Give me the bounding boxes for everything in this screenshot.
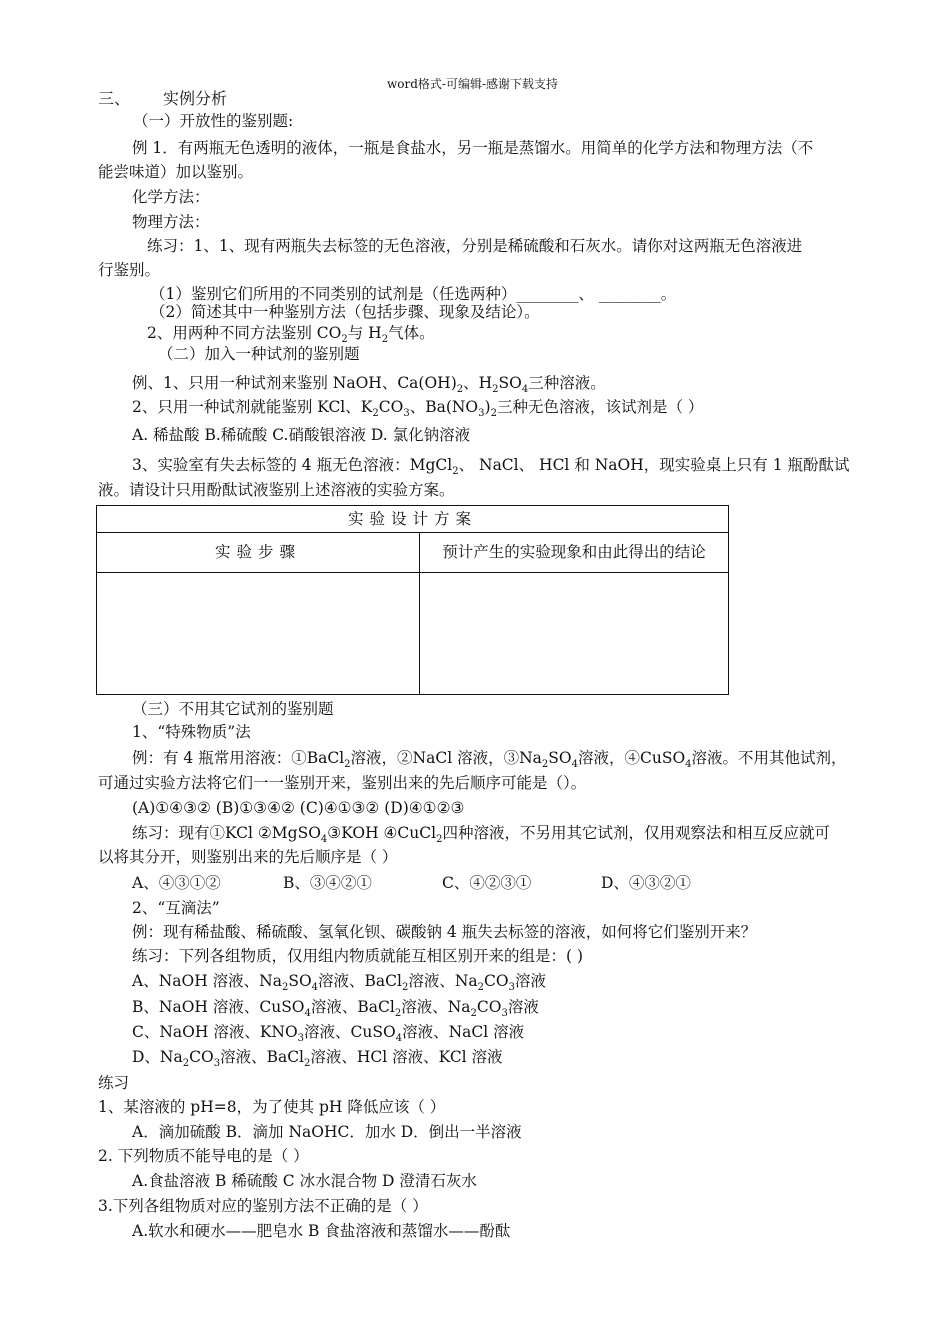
experiment-design-table <box>96 505 729 695</box>
page-header: word格式-可编辑-感谢下载支持 <box>387 77 559 91</box>
practice-3-option-b: B、③④②① <box>283 874 372 892</box>
question-2: 2、只用一种试剂就能鉴别 KCl、$K_2CO_3$、$Ba(NO_3)_2$三种无色溶液，该试剂是（ ） <box>132 398 704 419</box>
section-number: 三、 <box>98 89 131 108</box>
option-c: C、NaOH 溶液、$KNO_3$溶液、CuSO$_4$溶液、NaCl 溶液 <box>132 1023 525 1044</box>
practice-q1: 1、某溶液的 pH=8，为了使其 pH 降低应该（ ） <box>98 1098 446 1116</box>
example-3-line-1: 例：有 4 瓶常用溶液：①BaCl$_2$溶液，②NaCl 溶液，$③Na_2SO_4$溶液，④CuSO$_4$溶液。不用其他试剂， <box>132 749 847 770</box>
option-b: B、NaOH 溶液、CuSO$_4$溶液、BaCl$_2$溶液、$Na_2CO_3$溶液 <box>132 998 539 1019</box>
practice-1-q2: （2）简述其中一种鉴别方法（包括步骤、现象及结论）。 <box>150 303 540 321</box>
method-1-title: 1、“特殊物质”法 <box>132 723 251 741</box>
question-2-options: A. 稀盐酸 B.稀硫酸 C.硝酸银溶液 D. 氯化钠溶液 <box>132 426 471 444</box>
table-title: 实验设计方案 <box>97 506 728 533</box>
example-4: 例：现有稀盐酸、稀硫酸、氢氧化钡、碳酸钠 4 瓶失去标签的溶液，如何将它们鉴别开来？ <box>132 923 757 941</box>
practice-title: 练习 <box>98 1074 130 1092</box>
phys-method-label: 物理方法： <box>132 213 210 231</box>
practice-3-option-d: D、④③②① <box>601 874 691 892</box>
question-3-line-2: 液。请设计只用酚酞试液鉴别上述溶液的实验方案。 <box>98 481 455 499</box>
practice-q3-options: A.软水和硬水——肥皂水 B 食盐溶液和蒸馏水——酚酞 <box>132 1222 511 1240</box>
practice-3-line-2: 以将其分开，则鉴别出来的先后顺序是（ ） <box>98 848 398 866</box>
practice-1-line-1: 练习：1、1、现有两瓶失去标签的无色溶液，分别是稀硫酸和石灰水。请你对这两瓶无色溶液进 <box>147 237 803 255</box>
section-title: 实例分析 <box>163 89 228 108</box>
table-header-steps: 实验步骤 <box>214 543 301 561</box>
practice-q2-options: A.食盐溶液 B 稀硫酸 C 冰水混合物 D 澄清石灰水 <box>132 1172 477 1190</box>
practice-3-option-a: A、④③①② <box>132 874 221 892</box>
practice-1-line-2: 行鉴别。 <box>98 261 161 279</box>
practice-q2: 2. 下列物质不能导电的是（ ） <box>98 1147 309 1165</box>
practice-q3: 3.下列各组物质对应的鉴别方法不正确的是（ ） <box>98 1197 428 1215</box>
practice-q1-options: A．滴加硫酸 B．滴加 NaOHC．加水 D．倒出一半溶液 <box>132 1123 522 1141</box>
example-3-line-2: 可通过实验方法将它们一一鉴别开来，鉴别出来的先后顺序可能是（）。 <box>98 774 587 792</box>
practice-3-option-c: C、④②③① <box>442 874 532 892</box>
table-header-conclusion: 预计产生的实验现象和由此得出的结论 <box>442 543 706 561</box>
subsection-title-1: （一）开放性的鉴别题: <box>133 112 294 130</box>
option-a: A、NaOH 溶液、$Na_2SO_4$溶液、BaCl$_2$溶液、$Na_2CO_3$溶液 <box>132 972 547 993</box>
example-2: 例、1、只用一种试剂来鉴别 NaOH、$Ca(OH)_2$、$H_2SO_4$三种溶液。 <box>132 374 606 395</box>
option-d: D、$Na_2CO_3$溶液、BaCl$_2$溶液、HCl 溶液、KCl 溶液 <box>132 1048 503 1069</box>
subsection-title-3: （三）不用其它试剂的鉴别题 <box>132 700 334 718</box>
practice-1-q1: （1）鉴别它们所用的不同类别的试剂是（任选两种）________、 ________。 <box>150 285 677 303</box>
question-3-line-1: 3、实验室有失去标签的 4 瓶无色溶液：MgCl$_2$、 NaCl、 HCl 和 NaOH，现实验桌上只有 1 瓶酚酞试 <box>132 456 850 477</box>
table-cell-steps <box>97 573 419 694</box>
chem-method-label: 化学方法： <box>132 188 210 206</box>
example-1-line-2: 能尝味道）加以鉴别。 <box>98 163 254 181</box>
method-2-title: 2、“互滴法” <box>132 899 220 917</box>
practice-3-line-1: 练习：现有①KCl ②MgSO$_4$③KOH ④CuCl$_2$四种溶液，不另用其它试剂，仅用观察法和相互反应就可 <box>132 824 830 845</box>
table-cell-conclusion <box>420 573 728 694</box>
example-1-line-1: 例 1．有两瓶无色透明的液体，一瓶是食盐水，另一瓶是蒸馏水。用简单的化学方法和物理方法（不 <box>132 139 814 157</box>
example-3-options: (A)①④③② (B)①③④② (C)④①③② (D)④①②③ <box>132 799 465 817</box>
practice-2: 2、用两种不同方法鉴别 $CO_2$与 $H_2$气体。 <box>147 324 435 345</box>
practice-4: 练习：下列各组物质，仅用组内物质就能互相区别开来的组是：( ) <box>132 947 584 965</box>
subsection-title-2: （二）加入一种试剂的鉴别题 <box>158 345 360 363</box>
